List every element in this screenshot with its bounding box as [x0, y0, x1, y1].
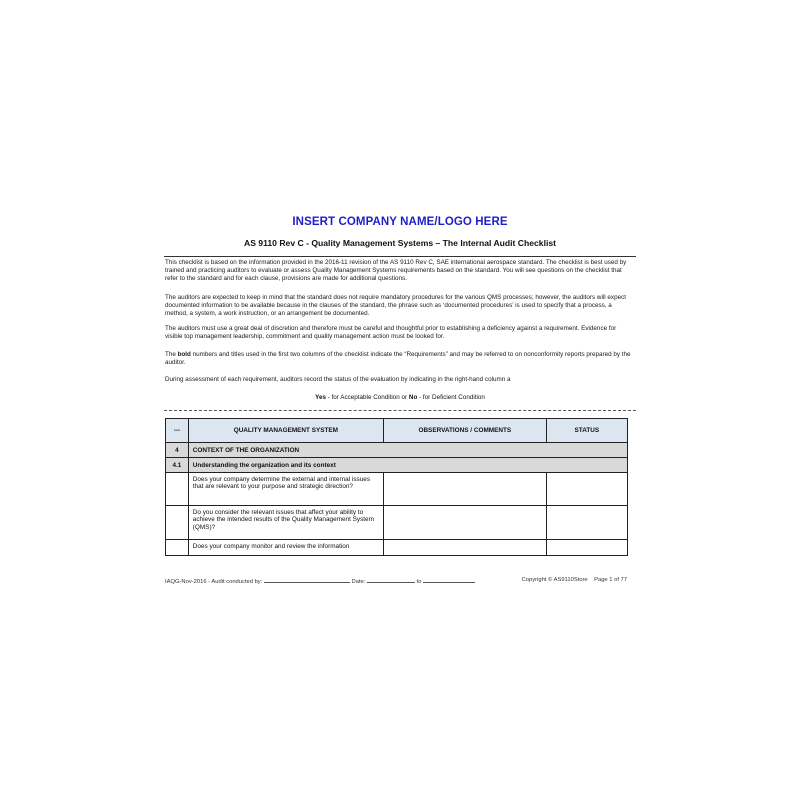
section-title: CONTEXT OF THE ORGANIZATION [188, 443, 627, 458]
header-status: STATUS [546, 419, 627, 443]
requirements-suffix: numbers and titles used in the first two columns of the checklist indicate the “Requirements” and may be referred to on nonconformity reports prepared by the auditor. [165, 351, 631, 367]
status-legend [160, 394, 640, 401]
question-number-cell [166, 506, 189, 540]
header-observations: OBSERVATIONS / COMMENTS [383, 419, 546, 443]
legend-yes-text: - for Acceptable Condition or [325, 394, 409, 401]
question-number-cell [166, 473, 189, 506]
dashed-divider [164, 410, 636, 411]
table-row [166, 540, 628, 556]
table-row [166, 506, 628, 540]
observations-cell[interactable] [383, 506, 546, 540]
table-row [166, 473, 628, 506]
legend-no: No [408, 394, 418, 401]
footer-to-label: to [415, 579, 424, 585]
header-number: --- [166, 419, 189, 443]
observations-cell[interactable] [383, 540, 546, 556]
date-to-blank[interactable] [423, 577, 475, 583]
requirements-bold: bold [177, 351, 191, 358]
table-header-row [166, 419, 628, 443]
discretion-paragraph: The auditors must use a great deal of discretion and therefore must be careful and thoughtful prior to establishing a deficiency against a requirement. Evidence for visible top management leadership, commitment and quality management action must be looked for. [165, 325, 617, 341]
status-cell[interactable] [546, 540, 627, 556]
status-cell[interactable] [546, 473, 627, 506]
status-cell[interactable] [546, 506, 627, 540]
document-title: AS 9110 Rev C - Quality Management Systems – The Internal Audit Checklist [243, 238, 557, 248]
documentation-paragraph: The auditors are expected to keep in mind that the standard does not require mandatory procedures for the various QMS processes; however, the auditors will expect documented information to be available because in the clauses of the standard, the phrase such as ‘documented procedures’ is used to specify that a process, a method, a system, a work instruction, or an arrangement be documented. [165, 294, 626, 318]
date-from-blank[interactable] [367, 577, 415, 583]
requirements-prefix: The [165, 351, 178, 358]
question-text: Does your company monitor and review the information [188, 540, 383, 556]
title-rule [164, 256, 636, 257]
footer-audit-label: IAQG-Nov-2016 - Audit conducted by: [165, 579, 264, 585]
subsection-title: Understanding the organization and its context [188, 458, 627, 473]
section-row [166, 443, 628, 458]
legend-no-text: - for Deficient Condition [417, 394, 485, 401]
legend-yes: Yes [315, 394, 326, 401]
audit-checklist-table [165, 418, 628, 556]
requirements-paragraph [165, 351, 635, 367]
auditor-blank[interactable] [264, 577, 350, 583]
question-number-cell [166, 540, 189, 556]
copyright-text: Copyright © AS9110Store [521, 577, 588, 583]
page-footer [165, 577, 635, 585]
footer-right [522, 577, 627, 583]
observations-cell[interactable] [383, 473, 546, 506]
header-qms: QUALITY MANAGEMENT SYSTEM [188, 419, 383, 443]
assessment-paragraph: During assessment of each requirement, auditors record the status of the evaluation by indicating in the right-hand column a [165, 376, 511, 383]
question-text: Do you consider the relevant issues that affect your ability to achieve the intended results of the Quality Management System (QMS)? [188, 506, 383, 540]
company-placeholder: INSERT COMPANY NAME/LOGO HERE [292, 216, 508, 228]
page-number: Page 1 of 77 [594, 577, 627, 583]
document-page [160, 0, 640, 800]
section-number: 4 [166, 443, 189, 458]
footer-date-label: Date: [349, 579, 367, 585]
question-text: Does your company determine the external and internal issues that are relevant to your purpose and strategic direction? [188, 473, 383, 506]
subsection-row [166, 458, 628, 473]
intro-paragraph: This checklist is based on the information provided in the 2016-11 revision of the AS 9110 Rev C, SAE international aerospace standard. The checklist is best used by trained and practicing auditors to evaluate or assess Quality Management Systems requirements based on the standard. You will see questions on the checklist that refer to the standard and for each clause, provisions are made for additional questions. [165, 259, 627, 283]
subsection-number: 4.1 [166, 458, 189, 473]
